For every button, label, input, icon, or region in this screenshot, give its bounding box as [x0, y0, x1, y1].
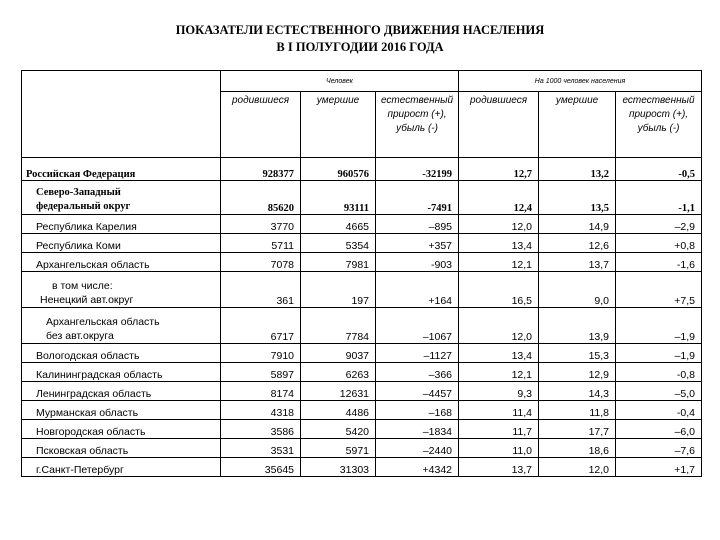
header-natural-rate: естественный прирост (+), убыль (-) — [616, 92, 702, 158]
region-name-line-1: в том числе: — [52, 280, 113, 292]
region-name — [22, 272, 221, 308]
region-name — [22, 181, 221, 215]
births: 928377 — [221, 158, 301, 181]
region-name: Вологодская область — [22, 344, 221, 363]
deaths-rate: 9,0 — [539, 272, 616, 308]
header-births-rate: родившиеся — [459, 92, 539, 158]
table-row — [22, 253, 702, 272]
header-deaths: умершие — [301, 92, 376, 158]
natural-rate: -0,4 — [616, 401, 702, 420]
region-name-line-2: Ненецкий авт.округ — [40, 294, 134, 306]
region-name-line-2: федеральный округ — [36, 201, 131, 212]
header-group-persons: Человек — [221, 71, 459, 92]
region-name: Мурманская область — [22, 401, 221, 420]
deaths: 197 — [301, 272, 376, 308]
natural-change: -32199 — [376, 158, 459, 181]
births-rate: 12,0 — [459, 215, 539, 234]
births: 5711 — [221, 234, 301, 253]
page-title — [0, 22, 720, 56]
births-rate: 16,5 — [459, 272, 539, 308]
region-name: Республика Карелия — [22, 215, 221, 234]
deaths-rate: 13,7 — [539, 253, 616, 272]
natural-change: -7491 — [376, 181, 459, 215]
natural-rate: –1,9 — [616, 344, 702, 363]
natural-change: –1834 — [376, 420, 459, 439]
deaths-rate: 13,5 — [539, 181, 616, 215]
table-row — [22, 308, 702, 344]
deaths: 4486 — [301, 401, 376, 420]
natural-change: -903 — [376, 253, 459, 272]
births: 85620 — [221, 181, 301, 215]
natural-rate: +1,7 — [616, 458, 702, 477]
births: 7078 — [221, 253, 301, 272]
natural-change: +357 — [376, 234, 459, 253]
natural-rate: -1,1 — [616, 181, 702, 215]
natural-rate: –5,0 — [616, 382, 702, 401]
region-name: Ленинградская область — [22, 382, 221, 401]
deaths: 7981 — [301, 253, 376, 272]
table-row — [22, 234, 702, 253]
title-line-2: В I ПОЛУГОДИИ 2016 ГОДА — [276, 40, 444, 54]
region-name-line-1: Архангельская область — [46, 316, 160, 328]
region-name: Псковская область — [22, 439, 221, 458]
deaths: 4665 — [301, 215, 376, 234]
table-row — [22, 215, 702, 234]
births: 5897 — [221, 363, 301, 382]
deaths-rate: 15,3 — [539, 344, 616, 363]
table-row — [22, 363, 702, 382]
table-row — [22, 344, 702, 363]
header-deaths-rate: умершие — [539, 92, 616, 158]
region-name-line-1: Северо-Западный — [36, 187, 121, 198]
deaths: 6263 — [301, 363, 376, 382]
deaths-rate: 12,0 — [539, 458, 616, 477]
natural-change: –895 — [376, 215, 459, 234]
births-rate: 13,4 — [459, 234, 539, 253]
region-name: Калининградская область — [22, 363, 221, 382]
natural-rate: -1,6 — [616, 253, 702, 272]
births-rate: 12,0 — [459, 308, 539, 344]
natural-change: +164 — [376, 272, 459, 308]
header-group-per-1000: На 1000 человек населения — [459, 71, 702, 92]
natural-change: –1127 — [376, 344, 459, 363]
natural-change: –4457 — [376, 382, 459, 401]
table-row — [22, 181, 702, 215]
table-row — [22, 420, 702, 439]
header-natural: естественный прирост (+), убыль (-) — [376, 92, 459, 158]
deaths-rate: 13,2 — [539, 158, 616, 181]
natural-change: –366 — [376, 363, 459, 382]
population-table — [21, 70, 702, 477]
births-rate: 12,1 — [459, 363, 539, 382]
natural-rate: –6,0 — [616, 420, 702, 439]
births-rate: 11,4 — [459, 401, 539, 420]
natural-rate: -0,8 — [616, 363, 702, 382]
births: 35645 — [221, 458, 301, 477]
deaths: 960576 — [301, 158, 376, 181]
region-name — [22, 308, 221, 344]
natural-rate: +7,5 — [616, 272, 702, 308]
deaths: 7784 — [301, 308, 376, 344]
births-rate: 11,7 — [459, 420, 539, 439]
deaths-rate: 12,9 — [539, 363, 616, 382]
births-rate: 12,4 — [459, 181, 539, 215]
natural-rate: –7,6 — [616, 439, 702, 458]
header-births: родившиеся — [221, 92, 301, 158]
births: 3586 — [221, 420, 301, 439]
region-name-line-2: без авт.округа — [46, 330, 114, 342]
natural-rate: –2,9 — [616, 215, 702, 234]
region-name: Новгородская область — [22, 420, 221, 439]
natural-rate: -0,5 — [616, 158, 702, 181]
births: 3770 — [221, 215, 301, 234]
table-row — [22, 458, 702, 477]
births-rate: 13,4 — [459, 344, 539, 363]
deaths: 5971 — [301, 439, 376, 458]
region-name: Архангельская область — [22, 253, 221, 272]
births-rate: 12,1 — [459, 253, 539, 272]
region-name: г.Санкт-Петербург — [22, 458, 221, 477]
births: 4318 — [221, 401, 301, 420]
births: 6717 — [221, 308, 301, 344]
births: 361 — [221, 272, 301, 308]
table-row — [22, 382, 702, 401]
births-rate: 13,7 — [459, 458, 539, 477]
births-rate: 12,7 — [459, 158, 539, 181]
deaths: 93111 — [301, 181, 376, 215]
region-name: Российская Федерация — [22, 158, 221, 181]
deaths-rate: 18,6 — [539, 439, 616, 458]
table-row — [22, 401, 702, 420]
deaths: 5354 — [301, 234, 376, 253]
deaths-rate: 12,6 — [539, 234, 616, 253]
deaths: 5420 — [301, 420, 376, 439]
deaths-rate: 14,9 — [539, 215, 616, 234]
region-name: Республика Коми — [22, 234, 221, 253]
header-group-row — [22, 71, 702, 92]
table-row — [22, 272, 702, 308]
deaths-rate: 11,8 — [539, 401, 616, 420]
deaths: 9037 — [301, 344, 376, 363]
table-row — [22, 158, 702, 181]
deaths-rate: 14,3 — [539, 382, 616, 401]
natural-rate: +0,8 — [616, 234, 702, 253]
deaths-rate: 17,7 — [539, 420, 616, 439]
deaths: 12631 — [301, 382, 376, 401]
header-blank — [22, 71, 221, 158]
births: 3531 — [221, 439, 301, 458]
deaths-rate: 13,9 — [539, 308, 616, 344]
deaths: 31303 — [301, 458, 376, 477]
births: 8174 — [221, 382, 301, 401]
births-rate: 9,3 — [459, 382, 539, 401]
natural-change: +4342 — [376, 458, 459, 477]
births: 7910 — [221, 344, 301, 363]
table-row — [22, 439, 702, 458]
births-rate: 11,0 — [459, 439, 539, 458]
natural-rate: –1,9 — [616, 308, 702, 344]
title-line-1: ПОКАЗАТЕЛИ ЕСТЕСТВЕННОГО ДВИЖЕНИЯ НАСЕЛЕНИЯ — [175, 23, 545, 37]
natural-change: –2440 — [376, 439, 459, 458]
natural-change: –1067 — [376, 308, 459, 344]
natural-change: –168 — [376, 401, 459, 420]
